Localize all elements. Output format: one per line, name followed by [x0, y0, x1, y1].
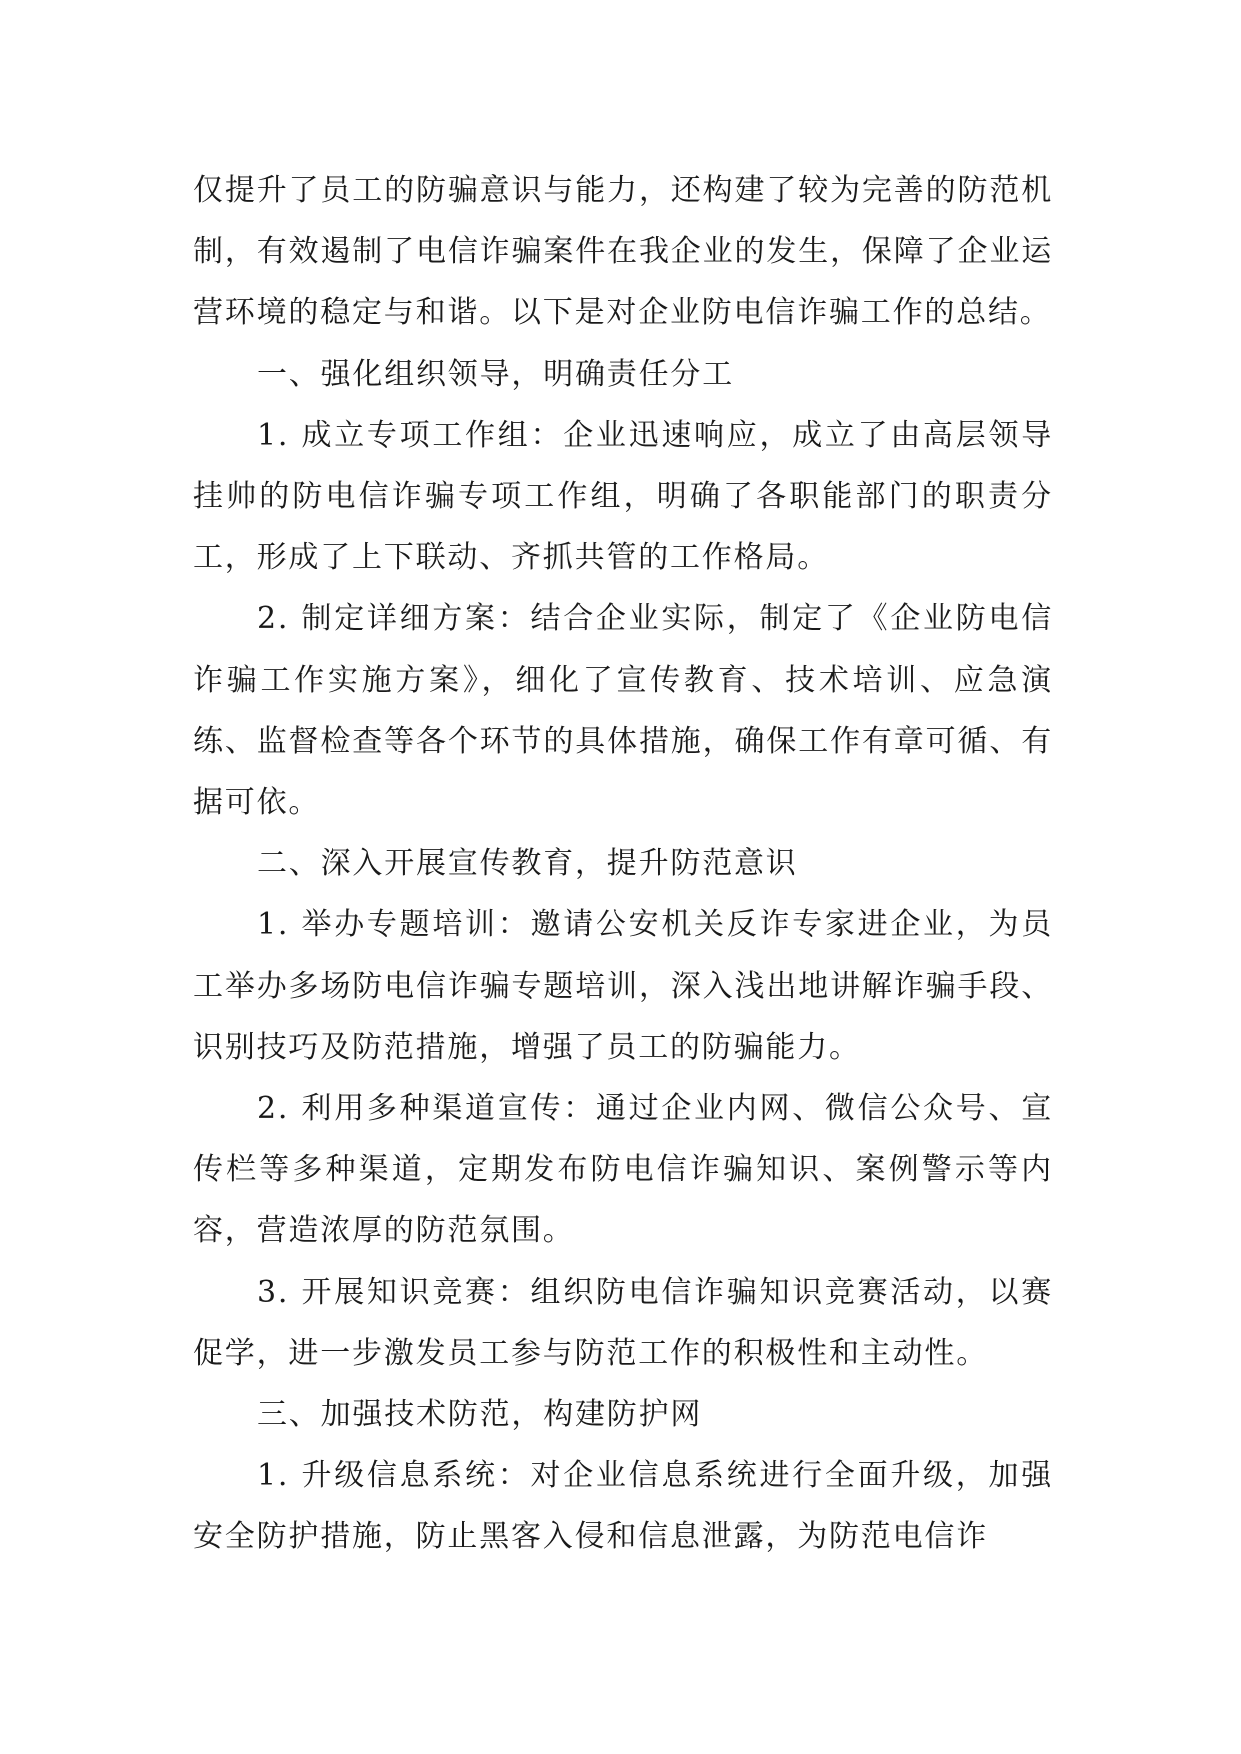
intro-paragraph: 仅提升了员工的防骗意识与能力，还构建了较为完善的防范机制，有效遏制了电信诈骗案件在我企业的发生，保障了企业运营环境的稳定与和谐。以下是对企业防电信诈骗工作的总结。	[193, 173, 1053, 331]
section-2-item-3: 3. 开展知识竞赛：组织防电信诈骗知识竞赛活动，以赛促学，进一步激发员工参与防范工作的积极性和主动性。	[193, 1274, 1053, 1371]
section-2-item-1: 1. 举办专题培训：邀请公安机关反诈专家进企业，为员工举办多场防电信诈骗专题培训，深入浅出地讲解诈骗手段、识别技巧及防范措施，增强了员工的防骗能力。	[193, 907, 1053, 1065]
section-1-item-2: 2. 制定详细方案：结合企业实际，制定了《企业防电信诈骗工作实施方案》，细化了宣传教育、技术培训、应急演练、监督检查等各个环节的具体措施，确保工作有章可循、有据可依。	[193, 601, 1053, 821]
section-heading-1: 一、强化组织领导，明确责任分工	[257, 356, 734, 392]
section-3-item-1: 1. 升级信息系统：对企业信息系统进行全面升级，加强安全防护措施，防止黑客入侵和信息泄露，为防范电信诈	[193, 1458, 1053, 1555]
section-heading-3: 三、加强技术防范，构建防护网	[257, 1397, 703, 1433]
section-heading-2: 二、深入开展宣传教育，提升防范意识	[257, 846, 798, 882]
section-2-item-2: 2. 利用多种渠道宣传：通过企业内网、微信公众号、宣传栏等多种渠道，定期发布防电信诈骗知识、案例警示等内容，营造浓厚的防范氛围。	[193, 1091, 1053, 1249]
section-1-item-1: 1. 成立专项工作组：企业迅速响应，成立了由高层领导挂帅的防电信诈骗专项工作组，明确了各职能部门的职责分工，形成了上下联动、齐抓共管的工作格局。	[193, 417, 1053, 576]
document-body	[193, 160, 1053, 1568]
